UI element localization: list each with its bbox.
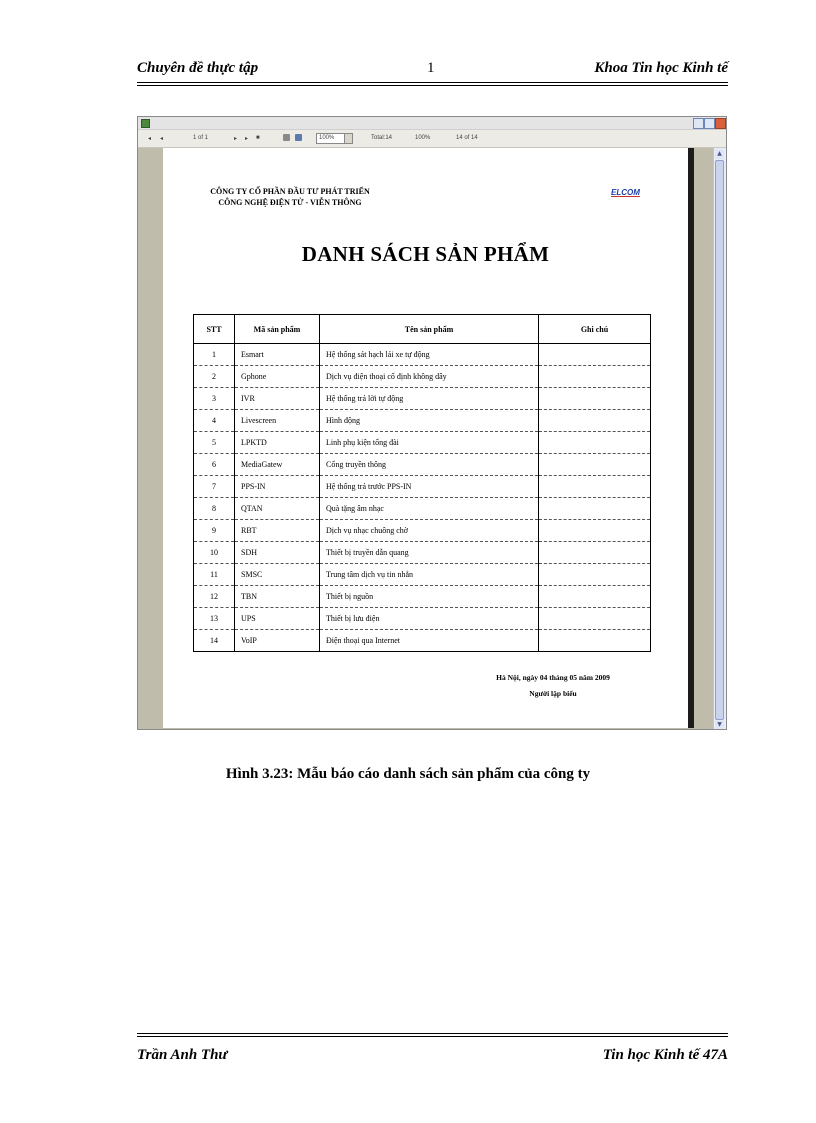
table-row (194, 608, 651, 630)
table-row (194, 454, 651, 476)
stt-cell: 7 (194, 476, 235, 498)
stt-cell: 2 (194, 366, 235, 388)
name-cell: Thiết bị lưu điện (320, 608, 539, 630)
stt-cell: 11 (194, 564, 235, 586)
code-cell: RBT (235, 520, 320, 542)
scroll-up-icon[interactable]: ▲ (715, 149, 724, 159)
page-number: 1 (427, 60, 435, 76)
company-name (195, 186, 385, 208)
stt-cell: 10 (194, 542, 235, 564)
header-rule (137, 82, 728, 83)
record-count: 14 of 14 (456, 135, 478, 141)
code-cell: QTAN (235, 498, 320, 520)
note-cell (539, 410, 651, 432)
header-rule-thin (137, 85, 728, 86)
note-cell (539, 564, 651, 586)
report-page (163, 148, 688, 728)
note-cell (539, 630, 651, 652)
total-count: Total:14 (371, 135, 393, 141)
code-cell: PPS-IN (235, 476, 320, 498)
viewer-toolbar (138, 130, 726, 148)
last-page-icon[interactable]: ▸ (245, 136, 249, 142)
prev-page-icon[interactable]: ◂ (160, 136, 164, 142)
code-cell: Esmart (235, 344, 320, 366)
table-row (194, 520, 651, 542)
code-cell: UPS (235, 608, 320, 630)
note-cell (539, 520, 651, 542)
stt-cell: 4 (194, 410, 235, 432)
name-cell: Linh phụ kiện tổng đài (320, 432, 539, 454)
footer-right-text: Tin học Kinh tế 47A (602, 1047, 728, 1063)
report-title: DANH SÁCH SẢN PHẨM (301, 242, 550, 266)
company-line-1: CÔNG TY CỔ PHẦN ĐẦU TƯ PHÁT TRIỂN (210, 187, 370, 196)
page-edge (688, 148, 694, 728)
figure-caption: Hình 3.23: Mẫu báo cáo danh sách sản phẩm của công ty (225, 766, 591, 782)
maximize-button[interactable] (704, 118, 715, 129)
table-row (194, 366, 651, 388)
note-cell (539, 476, 651, 498)
note-cell (539, 454, 651, 476)
stt-cell: 14 (194, 630, 235, 652)
signature-block (463, 670, 643, 702)
stt-cell: 13 (194, 608, 235, 630)
code-cell: MediaGatew (235, 454, 320, 476)
name-cell: Trung tâm dịch vụ tin nhắn (320, 564, 539, 586)
stop-icon[interactable]: ■ (256, 135, 260, 141)
name-cell: Hệ thống sát hạch lái xe tự động (320, 344, 539, 366)
code-cell: LPKTD (235, 432, 320, 454)
name-cell: Hệ thống trả trước PPS-IN (320, 476, 539, 498)
stt-cell: 5 (194, 432, 235, 454)
footer-rule-thin (137, 1036, 728, 1037)
note-cell (539, 344, 651, 366)
table-row (194, 564, 651, 586)
name-cell: Thiết bị nguồn (320, 586, 539, 608)
name-cell: Quà tặng âm nhạc (320, 498, 539, 520)
close-button[interactable] (715, 118, 726, 129)
table-header-row (194, 315, 651, 344)
date-line: Hà Nội, ngày 04 tháng 05 năm 2009 (496, 673, 610, 682)
stt-cell: 6 (194, 454, 235, 476)
stt-cell: 1 (194, 344, 235, 366)
vertical-scrollbar[interactable] (713, 148, 726, 730)
footer-rule (137, 1033, 728, 1034)
code-cell: Gphone (235, 366, 320, 388)
table-row (194, 630, 651, 652)
app-icon (141, 119, 150, 128)
scroll-down-icon[interactable]: ▼ (715, 720, 724, 730)
name-cell: Cổng truyền thông (320, 454, 539, 476)
table-row (194, 344, 651, 366)
name-cell: Thiết bị truyền dẫn quang (320, 542, 539, 564)
code-cell: VoIP (235, 630, 320, 652)
scrollbar-thumb[interactable] (715, 160, 724, 720)
signer-label: Người lập biểu (529, 689, 577, 698)
note-cell (539, 608, 651, 630)
name-cell: Hình động (320, 410, 539, 432)
code-cell: Livescreen (235, 410, 320, 432)
name-cell: Điện thoại qua Internet (320, 630, 539, 652)
table-row (194, 388, 651, 410)
note-cell (539, 542, 651, 564)
export-icon[interactable] (295, 134, 302, 141)
table-row (194, 542, 651, 564)
note-cell (539, 388, 651, 410)
table-row (194, 498, 651, 520)
window-titlebar (138, 117, 726, 130)
code-cell: SMSC (235, 564, 320, 586)
first-page-icon[interactable]: ◂ (148, 136, 152, 142)
percent-readout: 100% (415, 135, 431, 141)
footer-left-text: Trần Anh Thư (137, 1047, 228, 1063)
code-cell: SDH (235, 542, 320, 564)
note-cell (539, 432, 651, 454)
column-header: Ghi chú (539, 315, 651, 344)
table-row (194, 410, 651, 432)
company-logo: ELCOM (611, 188, 640, 197)
note-cell (539, 366, 651, 388)
report-viewer-window (137, 116, 727, 730)
stt-cell: 8 (194, 498, 235, 520)
code-cell: TBN (235, 586, 320, 608)
table-row (194, 586, 651, 608)
stt-cell: 12 (194, 586, 235, 608)
column-header: STT (194, 315, 235, 344)
column-header: Tên sản phẩm (320, 315, 539, 344)
table-row (194, 432, 651, 454)
minimize-button[interactable] (693, 118, 704, 129)
stt-cell: 9 (194, 520, 235, 542)
note-cell (539, 498, 651, 520)
stt-cell: 3 (194, 388, 235, 410)
header-right-text: Khoa Tin học Kinh tế (594, 60, 728, 76)
page-nav-text: 1 of 1 (193, 135, 209, 141)
company-line-2: CÔNG NGHỆ ĐIỆN TỬ - VIỄN THÔNG (218, 198, 362, 207)
next-page-icon[interactable]: ▸ (234, 136, 238, 142)
product-table (193, 314, 651, 652)
print-icon[interactable] (283, 134, 290, 141)
table-row (194, 476, 651, 498)
name-cell: Dịch vụ nhạc chuông chờ (320, 520, 539, 542)
chevron-down-icon[interactable] (344, 133, 353, 144)
code-cell: IVR (235, 388, 320, 410)
header-left-text: Chuyên đề thực tập (137, 60, 259, 76)
name-cell: Dịch vụ điện thoại cố định không dây (320, 366, 539, 388)
name-cell: Hệ thống trả lời tự động (320, 388, 539, 410)
column-header: Mã sản phẩm (235, 315, 320, 344)
zoom-value: 100% (319, 135, 335, 141)
note-cell (539, 586, 651, 608)
